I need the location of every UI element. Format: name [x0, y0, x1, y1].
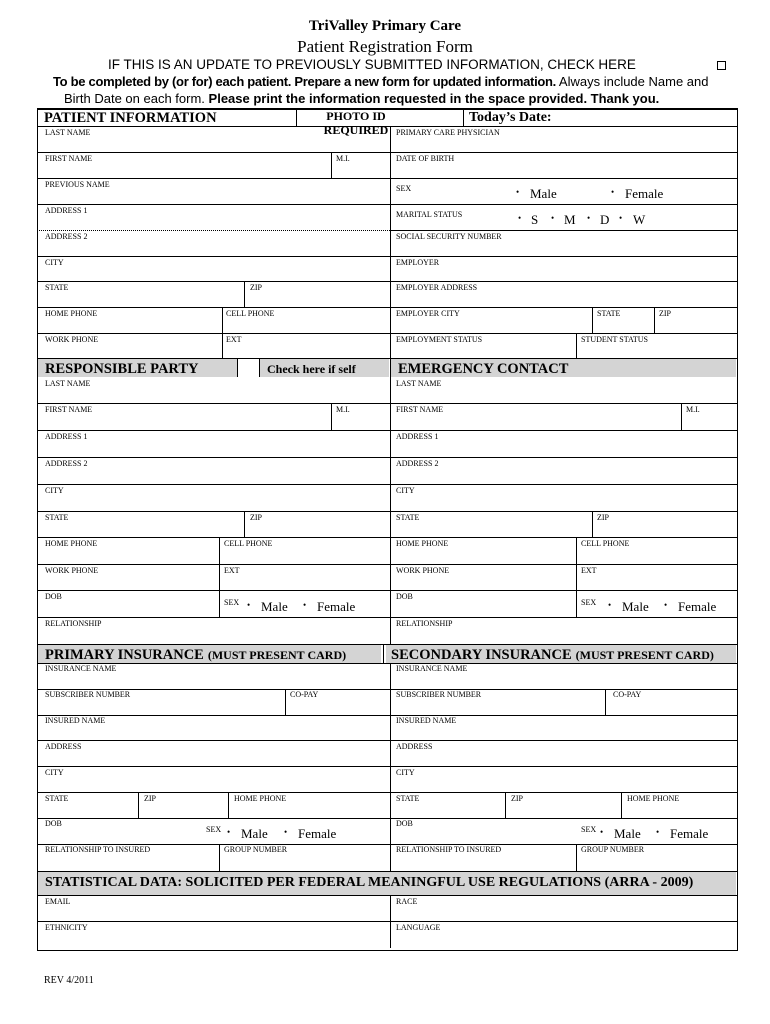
patient-first-name-label: FIRST NAME	[45, 154, 93, 163]
todays-date-label: Today’s Date:	[469, 110, 552, 125]
emerg-state-label: STATE	[396, 513, 420, 522]
resp-last-name-label: LAST NAME	[45, 379, 91, 388]
emerg-ext-label: EXT	[581, 566, 597, 575]
sec-relationship-label: RELATIONSHIP TO INSURED	[396, 845, 502, 854]
patient-sex-female: Female	[625, 186, 664, 201]
resp-address1-label: ADDRESS 1	[45, 432, 88, 441]
marital-w-bullet[interactable]: •	[619, 213, 623, 223]
patient-sex-label: SEX	[396, 184, 412, 193]
marital-status-label: MARITAL STATUS	[396, 210, 463, 219]
employer-state-label: STATE	[597, 309, 621, 318]
patient-sex-female-bullet[interactable]: •	[611, 187, 615, 197]
emerg-sex-female-bullet[interactable]: •	[664, 600, 668, 610]
primary-ins-title-note: (MUST PRESENT CARD)	[207, 648, 347, 662]
patient-address1-label: ADDRESS 1	[45, 206, 88, 215]
pri-sex-female-bullet[interactable]: •	[284, 827, 288, 837]
language-label: LANGUAGE	[396, 923, 441, 932]
patient-last-name-label: LAST NAME	[45, 128, 91, 137]
check-self-label: Check here if self	[267, 362, 356, 376]
emerg-sex-label: SEX	[581, 598, 597, 607]
marital-d-bullet[interactable]: •	[587, 213, 591, 223]
patient-address2-label: ADDRESS 2	[45, 232, 88, 241]
employment-status-label: EMPLOYMENT STATUS	[396, 335, 483, 344]
patient-cell-phone-label: CELL PHONE	[226, 309, 275, 318]
emerg-city-label: CITY	[396, 486, 415, 495]
emerg-dob-label: DOB	[396, 592, 413, 601]
pri-dob-label: DOB	[45, 819, 62, 828]
pri-group-number-label: GROUP NUMBER	[224, 845, 288, 854]
employer-city-label: EMPLOYER CITY	[396, 309, 460, 318]
pri-sex-female: Female	[298, 826, 337, 841]
resp-ext-label: EXT	[224, 566, 240, 575]
pri-relationship-label: RELATIONSHIP TO INSURED	[45, 845, 151, 854]
emerg-sex-male-bullet[interactable]: •	[608, 600, 612, 610]
sec-group-number-label: GROUP NUMBER	[581, 845, 645, 854]
emerg-zip-label: ZIP	[597, 513, 609, 522]
marital-m: M	[564, 212, 576, 227]
emerg-sex-female: Female	[678, 599, 717, 614]
resp-home-phone-label: HOME PHONE	[45, 539, 98, 548]
emerg-first-name-label: FIRST NAME	[396, 405, 444, 414]
pri-copay-label: CO-PAY	[290, 690, 319, 699]
instructions-line-1	[53, 74, 708, 90]
emerg-work-phone-label: WORK PHONE	[396, 566, 450, 575]
secondary-ins-title-note: (MUST PRESENT CARD)	[575, 648, 714, 662]
emerg-home-phone-label: HOME PHONE	[396, 539, 449, 548]
secondary-ins-title	[391, 647, 714, 663]
statistical-title: STATISTICAL DATA: SOLICITED PER FEDERAL MEANINGFUL USE REGULATIONS (ARRA - 2009)	[45, 875, 694, 890]
photo-id-required: PHOTO ID REQUIRED	[323, 109, 389, 137]
patient-work-phone-label: WORK PHONE	[45, 335, 99, 344]
marital-s: S	[531, 212, 539, 227]
pri-city-label: CITY	[45, 768, 64, 777]
sec-zip-label: ZIP	[511, 794, 523, 803]
resp-city-label: CITY	[45, 486, 64, 495]
sec-subscriber-label: SUBSCRIBER NUMBER	[396, 690, 482, 699]
clinic-name: TriValley Primary Care	[308, 18, 462, 34]
sec-sex-male-bullet[interactable]: •	[600, 827, 604, 837]
emerg-cell-phone-label: CELL PHONE	[581, 539, 630, 548]
patient-state-label: STATE	[45, 283, 69, 292]
employer-address-label: EMPLOYER ADDRESS	[396, 283, 478, 292]
responsible-party-title: RESPONSIBLE PARTY	[45, 361, 199, 377]
race-label: RACE	[396, 897, 418, 906]
pri-subscriber-label: SUBSCRIBER NUMBER	[45, 690, 131, 699]
patient-mi-label: M.I.	[336, 154, 350, 163]
update-checkbox[interactable]	[717, 61, 726, 70]
sec-city-label: CITY	[396, 768, 415, 777]
emerg-address1-label: ADDRESS 1	[396, 432, 439, 441]
secondary-ins-title-main: SECONDARY INSURANCE	[391, 647, 572, 663]
resp-sex-male: Male	[261, 599, 288, 614]
check-self-box[interactable]	[237, 358, 260, 377]
resp-sex-male-bullet[interactable]: •	[247, 600, 251, 610]
sec-state-label: STATE	[396, 794, 420, 803]
pri-sex-male: Male	[241, 826, 268, 841]
instructions-normal-2: Birth Date on each form.	[64, 91, 205, 106]
emerg-last-name-label: LAST NAME	[396, 379, 442, 388]
form-frame	[37, 108, 738, 951]
resp-zip-label: ZIP	[250, 513, 262, 522]
emerg-relationship-label: RELATIONSHIP	[396, 619, 453, 628]
sec-insurance-name-label: INSURANCE NAME	[396, 664, 468, 673]
primary-ins-title-main: PRIMARY INSURANCE	[45, 647, 204, 663]
patient-info-title: PATIENT INFORMATION	[44, 110, 217, 126]
pri-state-label: STATE	[45, 794, 69, 803]
sec-sex-female: Female	[670, 826, 709, 841]
sec-sex-male: Male	[614, 826, 641, 841]
update-notice: IF THIS IS AN UPDATE TO PREVIOUSLY SUBMITTED INFORMATION, CHECK HERE	[108, 57, 636, 72]
instructions-normal-1: Always include Name and	[558, 74, 709, 89]
patient-previous-name-label: PREVIOUS NAME	[45, 180, 110, 189]
primary-ins-title	[45, 647, 346, 663]
student-status-label: STUDENT STATUS	[581, 335, 648, 344]
ssn-label: SOCIAL SECURITY NUMBER	[396, 232, 502, 241]
emerg-sex-male: Male	[622, 599, 649, 614]
resp-address2-label: ADDRESS 2	[45, 459, 88, 468]
pri-sex-label: SEX	[206, 825, 222, 834]
sec-home-phone-label: HOME PHONE	[627, 794, 680, 803]
patient-ext-label: EXT	[226, 335, 242, 344]
instructions-line-2	[64, 91, 659, 107]
resp-sex-female-bullet[interactable]: •	[303, 600, 307, 610]
resp-work-phone-label: WORK PHONE	[45, 566, 99, 575]
pri-zip-label: ZIP	[144, 794, 156, 803]
patient-sex-male: Male	[530, 186, 557, 201]
marital-d: D	[600, 212, 610, 227]
patient-zip-label: ZIP	[250, 283, 262, 292]
employer-label: EMPLOYER	[396, 258, 440, 267]
marital-w: W	[633, 212, 646, 227]
marital-s-bullet[interactable]: •	[518, 213, 522, 223]
emerg-mi-label: M.I.	[686, 405, 700, 414]
ethnicity-label: ETHNICITY	[45, 923, 88, 932]
form-title: Patient Registration Form	[297, 37, 473, 56]
resp-relationship-label: RELATIONSHIP	[45, 619, 102, 628]
marital-m-bullet[interactable]: •	[551, 213, 555, 223]
patient-city-label: CITY	[45, 258, 64, 267]
sec-dob-label: DOB	[396, 819, 413, 828]
pri-address-label: ADDRESS	[45, 742, 82, 751]
pcp-label: PRIMARY CARE PHYSICIAN	[396, 128, 500, 137]
resp-first-name-label: FIRST NAME	[45, 405, 93, 414]
emergency-contact-title: EMERGENCY CONTACT	[398, 361, 569, 377]
patient-sex-male-bullet[interactable]: •	[516, 187, 520, 197]
pri-insured-name-label: INSURED NAME	[45, 716, 106, 725]
revision-label: REV 4/2011	[44, 975, 94, 986]
resp-state-label: STATE	[45, 513, 69, 522]
pri-insurance-name-label: INSURANCE NAME	[45, 664, 117, 673]
dob-label: DATE OF BIRTH	[396, 154, 455, 163]
sec-sex-female-bullet[interactable]: •	[656, 827, 660, 837]
emerg-address2-label: ADDRESS 2	[396, 459, 439, 468]
resp-dob-label: DOB	[45, 592, 62, 601]
resp-mi-label: M.I.	[336, 405, 350, 414]
resp-cell-phone-label: CELL PHONE	[224, 539, 273, 548]
email-label: EMAIL	[45, 897, 71, 906]
pri-sex-male-bullet[interactable]: •	[227, 827, 231, 837]
sec-sex-label: SEX	[581, 825, 597, 834]
sec-insured-name-label: INSURED NAME	[396, 716, 457, 725]
patient-home-phone-label: HOME PHONE	[45, 309, 98, 318]
resp-sex-female: Female	[317, 599, 356, 614]
sec-address-label: ADDRESS	[396, 742, 433, 751]
sec-copay-label: CO-PAY	[613, 690, 642, 699]
employer-zip-label: ZIP	[659, 309, 671, 318]
instructions-bold-2: Please print the information requested in the space provided. Thank you.	[208, 91, 660, 106]
instructions-bold-1: To be completed by (or for) each patient. Prepare a new form for updated information.	[53, 74, 556, 89]
pri-home-phone-label: HOME PHONE	[234, 794, 287, 803]
resp-sex-label: SEX	[224, 598, 240, 607]
